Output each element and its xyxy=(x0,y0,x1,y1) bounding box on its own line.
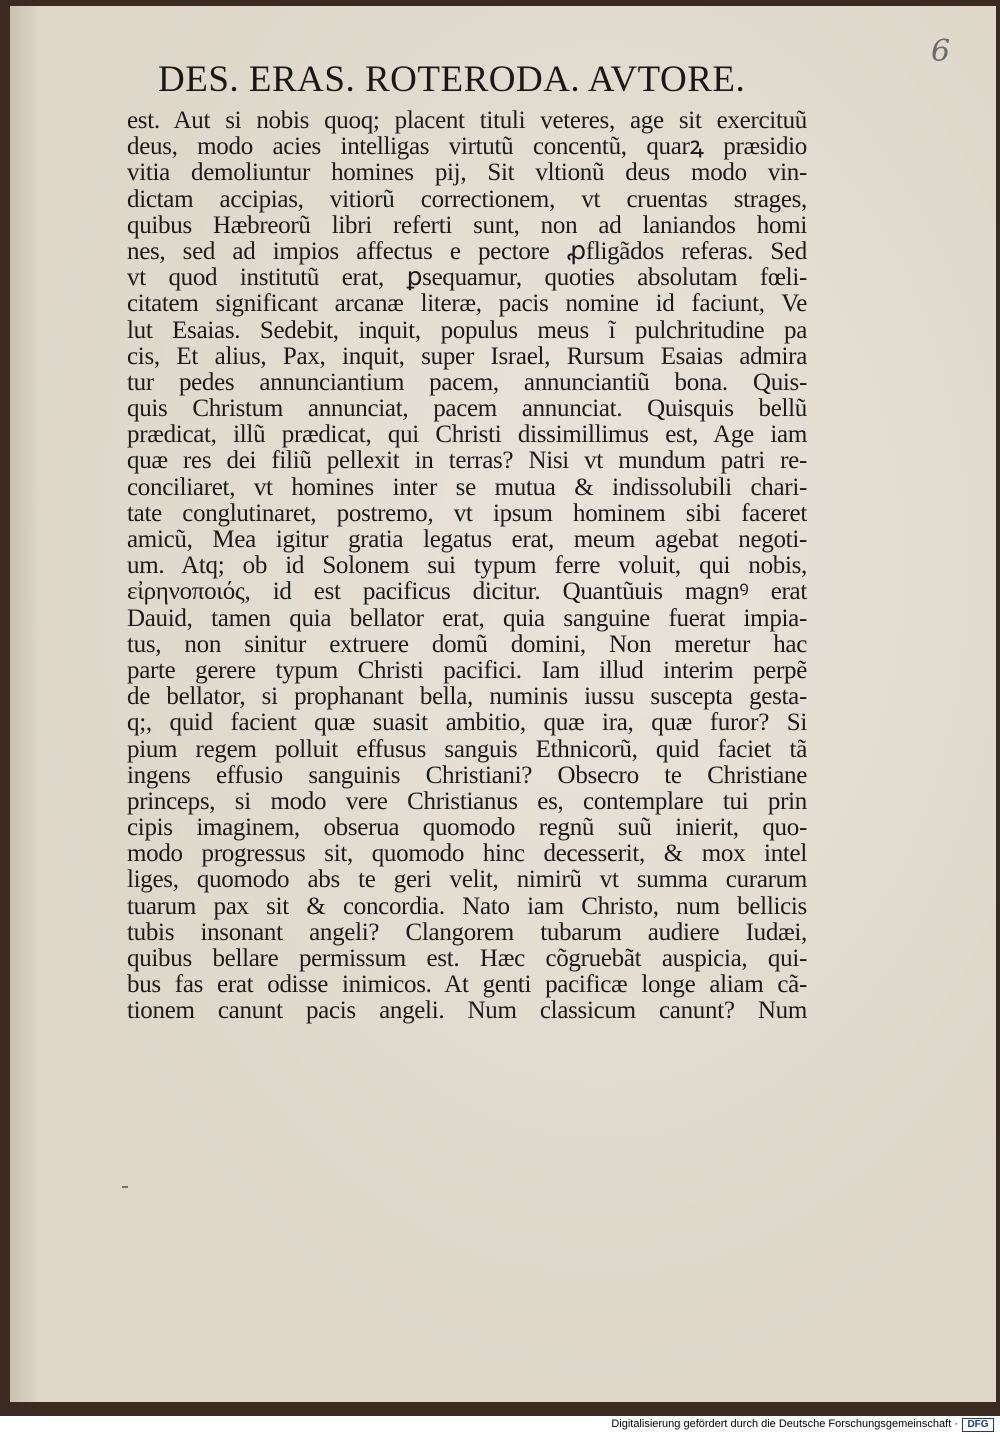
text-line: um. Atq; ob id Solonem sui typum ferre voluit, qui nobis, xyxy=(127,552,807,580)
text-line: tubis insonant angeli? Clangorem tubarum audiere Iudæi, xyxy=(127,918,807,946)
text-line: conciliaret, vt homines inter se mutua & indissolubili chari- xyxy=(127,473,807,501)
book-page xyxy=(10,6,996,1402)
running-head: DES. ERAS. ROTERODA. AVTORE. xyxy=(158,59,746,100)
body-text xyxy=(127,108,807,1025)
text-line: parte gerere typum Christi pacifici. Iam illud interim perpẽ xyxy=(127,656,807,684)
text-line: est. Aut si nobis quoq; placent tituli veteres, age sit exercituũ xyxy=(127,107,807,134)
text-line: quæ res dei filiũ pellexit in terras? Nisi vt mundum patri re- xyxy=(127,447,807,475)
text-line: quibus Hæbreorũ libri referti sunt, non ad laniandos homi xyxy=(127,211,807,239)
footer-bar xyxy=(0,1416,1000,1435)
text-line: q;, quid facient quæ suasit ambitio, quæ ira, quæ furor? Si xyxy=(127,709,807,737)
margin-mark xyxy=(122,1186,128,1188)
text-line: tionem canunt pacis angeli. Num classicum canunt? Num xyxy=(127,997,807,1025)
text-line: tur pedes annunciantium pacem, annunciantiũ bona. Quis- xyxy=(127,368,807,396)
text-line: ingens effusio sanguinis Christiani? Obsecro te Christiane xyxy=(127,761,807,789)
text-line: dictam accipias, vitiorũ correctionem, vt cruentas strages, xyxy=(127,185,807,213)
text-line: tuarum pax sit & concordia. Nato iam Christo, num bellicis xyxy=(127,892,807,920)
text-line: lut Esaias. Sedebit, inquit, populus meus ĩ pulchritudine pa xyxy=(127,316,807,344)
text-line: nes, sed ad impios affectus e pectore ꝓfligãdos referas. Sed xyxy=(127,237,807,265)
dfg-logo: DFG xyxy=(962,1418,994,1432)
text-line: vitia demoliuntur homines pij, Sit vltionũ deus modo vin- xyxy=(127,159,807,187)
text-line: amicũ, Mea igitur gratia legatus erat, meum agebat negoti- xyxy=(127,526,807,553)
text-line: liges, quomodo abs te geri velit, nimirũ vt summa curarum xyxy=(127,866,807,894)
text-line: de bellator, si prophanant bella, numinis iussu suscepta gesta- xyxy=(127,683,807,711)
text-line: pium regem polluit effusus sanguis Ethnicorũ, quid faciet tã xyxy=(127,735,807,763)
text-line: cipis imaginem, obserua quomodo regnũ suũ inierit, quo- xyxy=(127,814,807,842)
text-line: εἰρηνοποιός, id est pacificus dicitur. Quantũuis magnꝰ erat xyxy=(127,578,807,606)
text-line: tate conglutinaret, postremo, vt ipsum hominem sibi faceret xyxy=(127,499,807,527)
text-line: Dauid, tamen quia bellator erat, quia sanguine fuerat impia- xyxy=(127,604,807,632)
text-line: deus, modo acies intelligas virtutũ concentũ, quarꝝ præsidio xyxy=(127,133,807,161)
text-line: princeps, si modo vere Christianus es, contemplare tui prin xyxy=(127,787,807,815)
text-line: vt quod institutũ erat, ꝑsequamur, quoties absolutam fœli- xyxy=(127,264,807,292)
folio-number: 6 xyxy=(931,34,951,69)
funding-credit: Digitalisierung gefördert durch die Deutsche Forschungsgemeinschaft · xyxy=(611,1418,958,1430)
text-line: bus fas erat odisse inimicos. At genti pacificæ longe aliam cã- xyxy=(127,971,807,999)
text-line: quibus bellare permissum est. Hæc cõgruebãt auspicia, qui- xyxy=(127,945,807,972)
text-line: prædicat, illũ prædicat, qui Christi dissimillimus est, Age iam xyxy=(127,421,807,449)
text-line: cis, Et alius, Pax, inquit, super Israel, Rursum Esaias admira xyxy=(127,342,807,370)
text-line: tus, non sinitur extruere domũ domini, Non meretur hac xyxy=(127,630,807,658)
text-line: quis Christum annunciat, pacem annunciat. Quisquis bellũ xyxy=(127,395,807,423)
text-line: citatem significant arcanæ literæ, pacis nomine id faciunt, Ve xyxy=(127,290,807,318)
text-line: modo progressus sit, quomodo hinc decesserit, & mox intel xyxy=(127,840,807,868)
